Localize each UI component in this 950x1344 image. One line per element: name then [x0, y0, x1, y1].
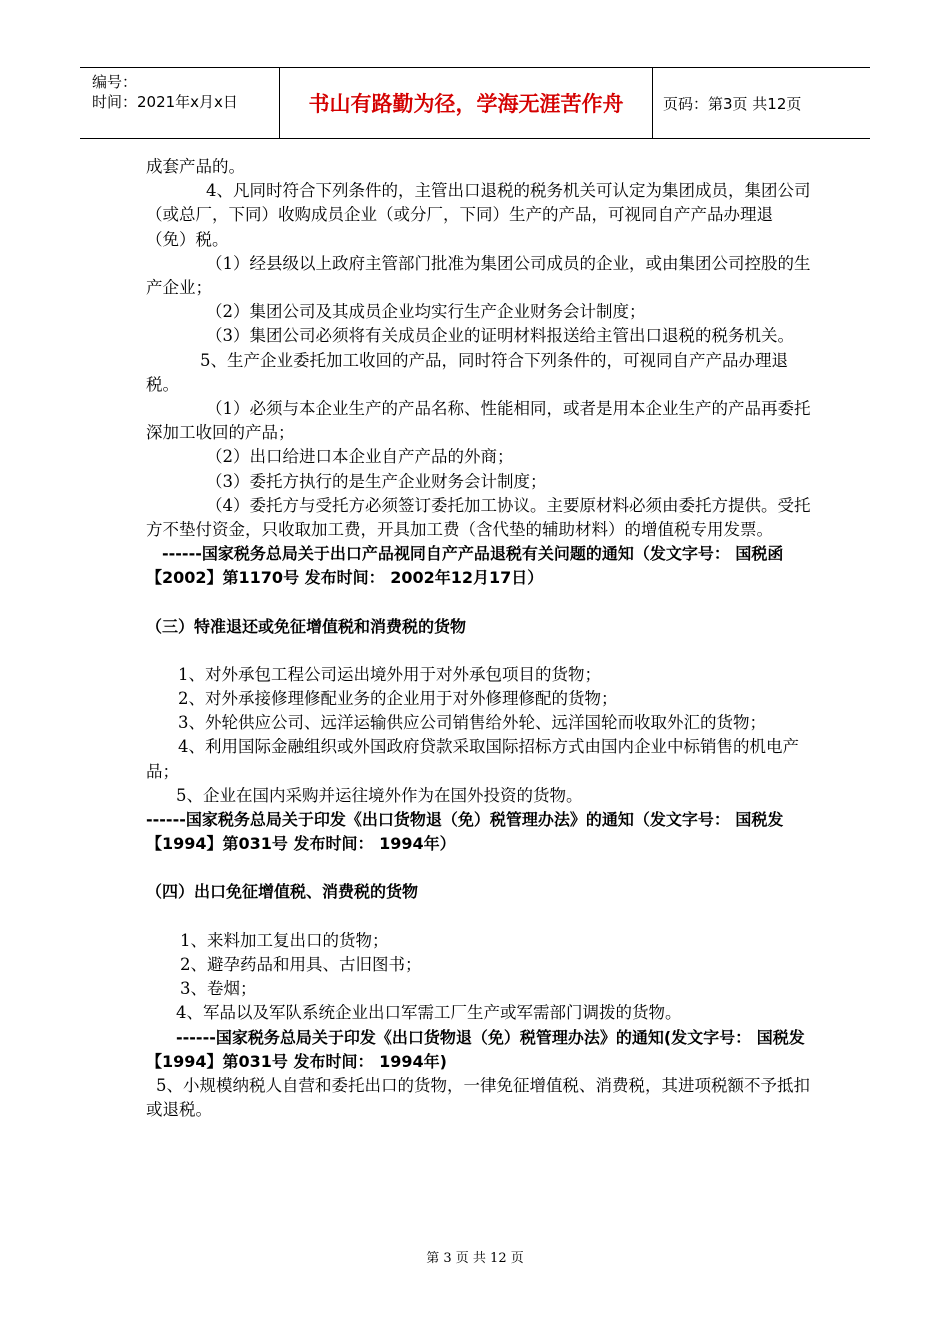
header-page-info: 页码：第3页 共12页: [663, 94, 802, 113]
paragraph: （2）出口给进口本企业自产产品的外商；: [206, 447, 514, 467]
bold-paragraph: （四）出口免征增值税、消费税的货物: [146, 882, 419, 902]
paragraph: 5、小规模纳税人自营和委托出口的货物，一律免征增值税、消费税，其进项税额不予抵扣或退税。: [146, 1075, 810, 1120]
paragraph: 5、生产企业委托加工收回的产品，同时符合下列条件的，可视同自产产品办理退税。: [146, 350, 788, 394]
paragraph: （3）委托方执行的是生产企业财务会计制度；: [206, 471, 547, 491]
bold-paragraph: ------国家税务总局关于出口产品视同自产产品退税有关问题的通知（发文字号： 国税函【2002】第1170号 发布时间： 2002年12月17日）: [146, 544, 784, 588]
paragraph-gap: [146, 856, 811, 880]
paragraph: 1、对外承包工程公司运出境外用于对外承包项目的货物；: [178, 664, 601, 684]
paragraph: 1、来料加工复出口的货物；: [180, 930, 389, 950]
header-motto: 书山有路勤为径，学海无涯苦作舟: [280, 68, 653, 138]
bold-paragraph: （三）特准退还或免征增值税和消费税的货物: [146, 616, 467, 636]
paragraph: 4、军品以及军队系统企业出口军需工厂生产或军需部门调拨的货物。: [176, 1003, 682, 1023]
paragraph: （1）必须与本企业生产的产品名称、性能相同，或者是用本企业生产的产品再委托深加工收回的产品；: [146, 399, 811, 443]
code-label: 编号：: [92, 73, 138, 91]
page-header: [80, 67, 870, 139]
paragraph-gap: [146, 639, 811, 663]
paragraph: 4、利用国际金融组织或外国政府贷款采取国际招标方式由国内企业中标销售的机电产品；: [146, 737, 799, 781]
paragraph: 5、企业在国内采购并运往境外作为在国外投资的货物。: [176, 785, 583, 805]
paragraph: （1）经县级以上政府主管部门批准为集团公司成员的企业，或由集团公司控股的生产企业；: [146, 253, 811, 298]
paragraph: 2、避孕药品和用具、古旧图书；: [180, 954, 422, 974]
paragraph: 成套产品的。: [146, 157, 245, 176]
bold-paragraph: ------国家税务总局关于印发《出口货物退（免）税管理办法》的通知(发文字号： 国税发【1994】第031号 发布时间： 1994年): [146, 1027, 805, 1071]
paragraph: （3）集团公司必须将有关成员企业的证明材料报送给主管出口退税的税务机关。: [206, 326, 794, 346]
page-footer: 第 3 页 共 12 页: [426, 1251, 524, 1266]
paragraph: 3、外轮供应公司、远洋运输供应公司销售给外轮、远洋国轮而收取外汇的货物；: [178, 713, 766, 733]
time-label: 时间：2021年x月x日: [92, 93, 238, 111]
header-meta: [80, 68, 280, 138]
paragraph-gap: [146, 591, 811, 615]
paragraph: （2）集团公司及其成员企业均实行生产企业财务会计制度；: [206, 302, 646, 322]
paragraph: 3、卷烟；: [180, 979, 257, 999]
paragraph: （4）委托方与受托方必须签订委托加工协议。主要原材料必须由委托方提供。受托方不垫付资金，只收取加工费，开具加工费（含代垫的辅助材料）的增值税专用发票。: [146, 495, 811, 540]
paragraph: 4、凡同时符合下列条件的，主管出口退税的税务机关可认定为集团成员，集团公司（或总厂，下同）收购成员企业（或分厂，下同）生产的产品，可视同自产产品办理退（免）税。: [146, 181, 811, 249]
paragraph: 2、对外承接修理修配业务的企业用于对外修理修配的货物；: [178, 689, 618, 709]
bold-paragraph: ------国家税务总局关于印发《出口货物退（免）税管理办法》的通知（发文字号： 国税发【1994】第031号 发布时间： 1994年）: [146, 810, 784, 854]
paragraph-gap: [146, 905, 811, 929]
document-body: [146, 155, 811, 1122]
